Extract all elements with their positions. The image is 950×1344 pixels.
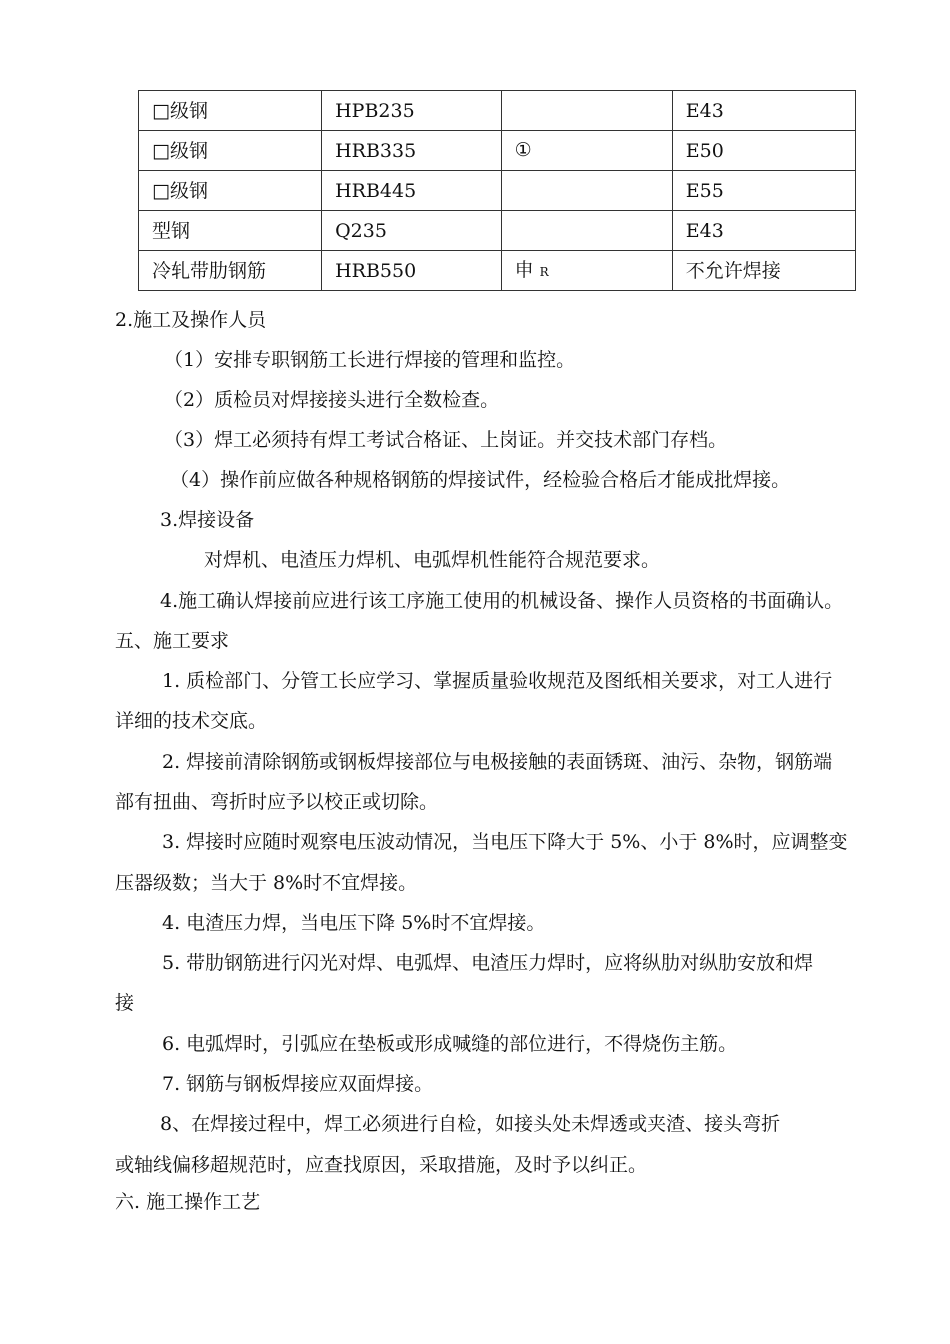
mark-cell: 申 R (501, 251, 672, 291)
personnel-item-4: （4）操作前应做各种规格钢筋的焊接试件，经检验合格后才能成批焊接。 (170, 469, 791, 491)
steel-grade-cell: □级钢 (139, 171, 322, 211)
mark-cell (501, 211, 672, 251)
steel-code-cell: HRB335 (322, 131, 501, 171)
section-heading-process: 六. 施工操作工艺 (115, 1191, 261, 1213)
equipment-text: 对焊机、电渣压力焊机、电弧焊机性能符合规范要求。 (204, 549, 661, 571)
requirement-2-line-2: 部有扭曲、弯折时应予以校正或切除。 (115, 791, 439, 813)
requirement-6: 6. 电弧焊时，引弧应在垫板或形成喊缝的部位进行，不得烧伤主筋。 (162, 1033, 738, 1055)
requirement-1-line-1: 1. 质检部门、分管工长应学习、掌握质量验收规范及图纸相关要求，对工人进行 (162, 670, 833, 692)
requirement-3-line-1: 3. 焊接时应随时观察电压波动情况，当电压下降大于 5%、小于 8%时，应调整变 (162, 831, 848, 853)
electrode-cell: E55 (672, 171, 855, 211)
electrode-cell: E43 (672, 91, 855, 131)
mark-cell: ① (501, 131, 672, 171)
requirement-8-line-2: 或轴线偏移超规范时，应查找原因，采取措施，及时予以纠正。 (115, 1154, 648, 1176)
table-row (139, 211, 856, 251)
requirement-8-line-1: 8、在焊接过程中，焊工必须进行自检，如接头处未焊透或夹渣、接头弯折 (160, 1113, 781, 1135)
table-row (139, 171, 856, 211)
personnel-item-2: （2）质检员对焊接接头进行全数检查。 (164, 389, 500, 411)
steel-welding-table (138, 90, 856, 291)
steel-code-cell: Q235 (322, 211, 501, 251)
requirement-3-line-2: 压器级数；当大于 8%时不宜焊接。 (115, 872, 418, 894)
requirement-4: 4. 电渣压力焊，当电压下降 5%时不宜焊接。 (162, 912, 546, 934)
requirement-5-line-2: 接 (115, 992, 135, 1014)
requirement-5-line-1: 5. 带肋钢筋进行闪光对焊、电弧焊、电渣压力焊时，应将纵肋对纵肋安放和焊 (162, 952, 814, 974)
table-row (139, 131, 856, 171)
confirmation-text: 4.施工确认焊接前应进行该工序施工使用的机械设备、操作人员资格的书面确认。 (160, 590, 844, 612)
steel-code-cell: HRB445 (322, 171, 501, 211)
steel-code-cell: HRB550 (322, 251, 501, 291)
mark-cell (501, 171, 672, 211)
steel-grade-cell: □级钢 (139, 131, 322, 171)
steel-grade-cell: 型钢 (139, 211, 322, 251)
personnel-item-3: （3）焊工必须持有焊工考试合格证、上岗证。并交技术部门存档。 (164, 429, 728, 451)
electrode-cell: 不允许焊接 (672, 251, 855, 291)
personnel-item-1: （1）安排专职钢筋工长进行焊接的管理和监控。 (164, 349, 576, 371)
steel-grade-cell: 冷轧带肋钢筋 (139, 251, 322, 291)
steel-grade-cell: □级钢 (139, 91, 322, 131)
electrode-cell: E50 (672, 131, 855, 171)
table-row (139, 251, 856, 291)
section-heading-requirements: 五、施工要求 (115, 630, 230, 652)
requirement-7: 7. 钢筋与钢板焊接应双面焊接。 (162, 1073, 434, 1095)
requirement-1-line-2: 详细的技术交底。 (115, 710, 268, 732)
section-heading-personnel: 2.施工及操作人员 (115, 309, 267, 331)
mark-cell (501, 91, 672, 131)
steel-code-cell: HPB235 (322, 91, 501, 131)
requirement-2-line-1: 2. 焊接前清除钢筋或钢板焊接部位与电极接触的表面锈斑、油污、杂物，钢筋端 (162, 751, 833, 773)
electrode-cell: E43 (672, 211, 855, 251)
section-heading-equipment: 3.焊接设备 (160, 509, 255, 531)
table-row (139, 91, 856, 131)
